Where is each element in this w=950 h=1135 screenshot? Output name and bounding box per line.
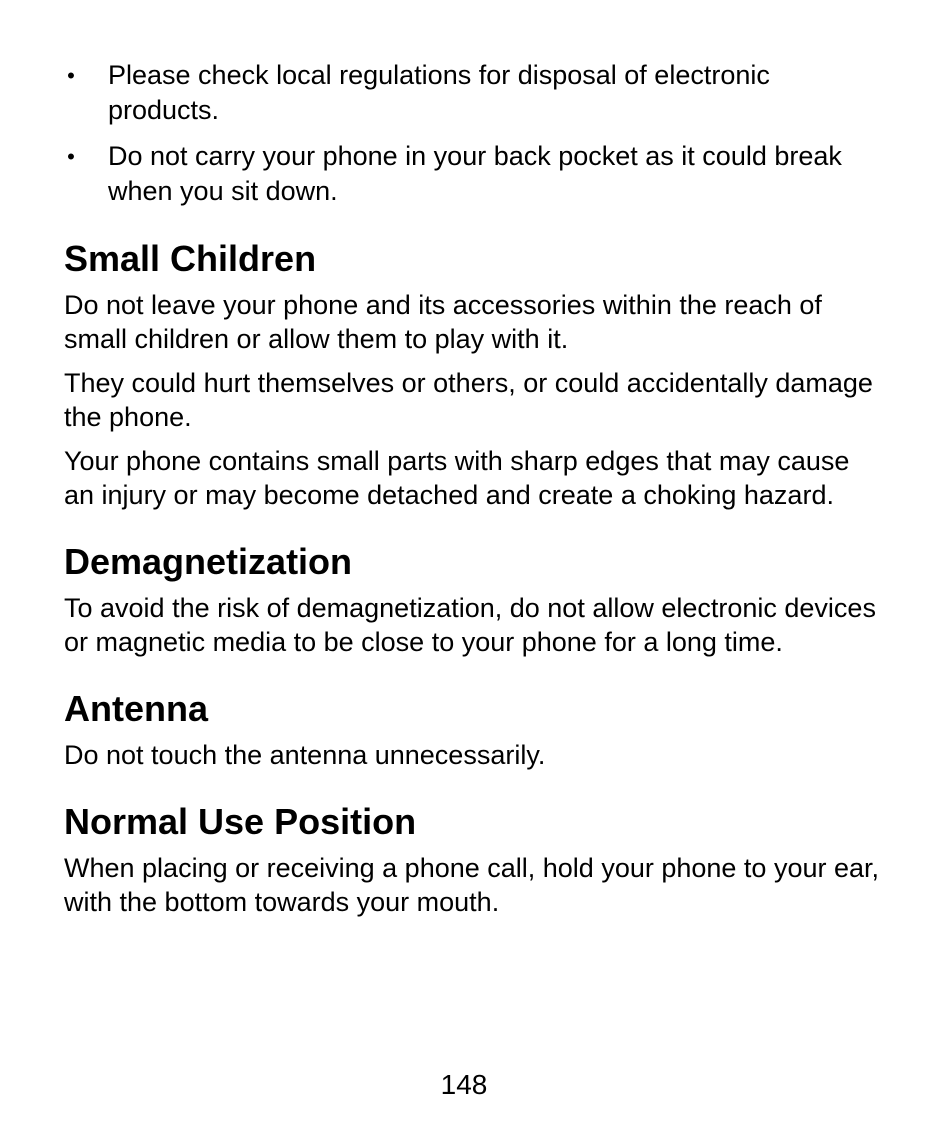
bullet-text: Please check local regulations for disposal of electronic products. — [108, 60, 770, 125]
section-normal-use-position — [64, 800, 884, 919]
document-page — [64, 58, 884, 929]
paragraph: To avoid the risk of demagnetization, do not allow electronic devices or magnetic media to be close to your phone for a long time. — [64, 593, 876, 657]
section-antenna — [64, 687, 884, 772]
paragraph: When placing or receiving a phone call, hold your phone to your ear, with the bottom towards your mouth. — [64, 853, 880, 917]
section-heading: Small Children — [64, 238, 317, 279]
paragraph: Your phone contains small parts with sharp edges that may cause an injury or may become detached and create a choking hazard. — [64, 446, 850, 510]
section-heading: Antenna — [64, 688, 208, 729]
bullet-text: Do not carry your phone in your back pocket as it could break when you sit down. — [108, 141, 842, 206]
paragraph: Do not touch the antenna unnecessarily. — [64, 740, 546, 770]
section-heading: Demagnetization — [64, 541, 353, 582]
bullet-item-back-pocket — [64, 139, 884, 209]
bullet-item-disposal — [64, 58, 884, 128]
paragraph: Do not leave your phone and its accessories within the reach of small children or allow them to play with it. — [64, 290, 822, 354]
section-small-children — [64, 237, 884, 512]
bullet-icon: • — [67, 144, 75, 169]
page-number: 148 — [440, 1069, 488, 1100]
section-demagnetization — [64, 540, 884, 659]
paragraph: They could hurt themselves or others, or could accidentally damage the phone. — [64, 368, 873, 432]
bullet-list — [64, 58, 884, 209]
bullet-icon: • — [67, 63, 75, 88]
section-heading: Normal Use Position — [64, 801, 417, 842]
